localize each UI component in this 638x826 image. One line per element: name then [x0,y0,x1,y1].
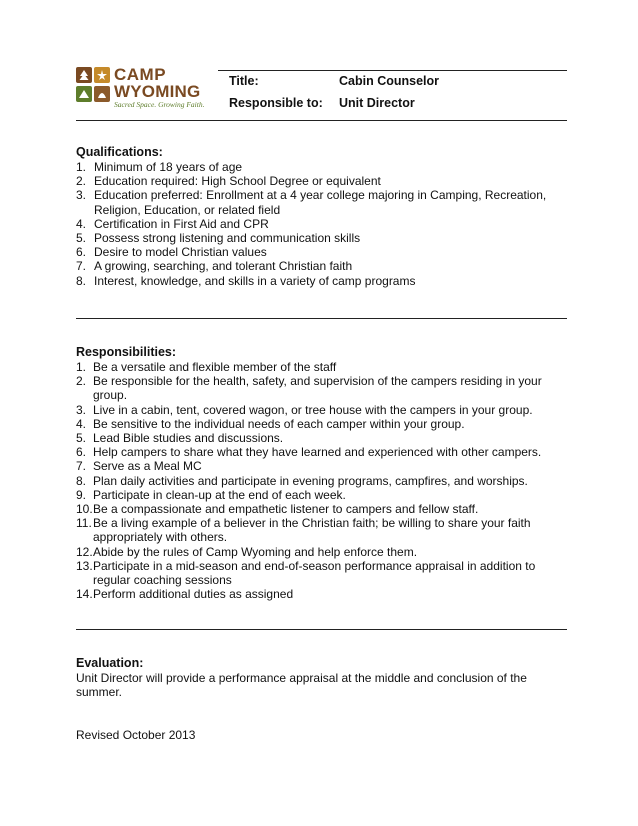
logo-camp-text: CAMP [114,65,167,84]
item-text: Participate in clean-up at the end of each week. [93,487,346,502]
item-text: A growing, searching, and tolerant Christian faith [94,259,353,274]
item-number: 8. [76,273,87,288]
responsible-label: Responsible to: [229,96,323,110]
list-item [76,488,567,502]
item-text: Perform additional duties as assigned [93,587,294,602]
evaluation-section [76,656,567,699]
item-text: Lead Bible studies and discussions. [93,431,284,446]
item-text: Certification in First Aid and CPR [94,216,269,231]
item-text: Be sensitive to the individual needs of each camper within your group. [93,416,465,431]
camp-wyoming-logo [76,66,221,112]
item-number: 2. [76,174,87,189]
item-number: 14. [76,587,93,602]
item-number: 9. [76,487,87,502]
list-item [76,217,567,231]
item-text: Be a versatile and flexible member of the staff [93,360,337,374]
list-item [76,174,567,188]
item-number: 11. [76,516,92,531]
item-number: 6. [76,445,87,460]
item-text: Plan daily activities and participate in evening programs, campfires, and worships. [93,473,528,488]
responsibilities-section [76,345,567,601]
item-text: Minimum of 18 years of age [94,160,243,174]
item-number: 4. [76,216,87,231]
item-text: Desire to model Christian values [94,245,267,260]
item-text: Help campers to share what they have learned and experienced with other campers. [93,445,542,460]
list-item [76,403,567,417]
qualifications-heading: Qualifications: [76,145,163,159]
qualifications-list [76,160,567,288]
title-label: Title: [229,74,259,88]
revised-date: Revised October 2013 [76,728,196,742]
list-item [76,587,567,601]
item-text: Be a compassionate and empathetic listener to campers and fellow staff. [93,502,479,517]
list-item [76,545,567,559]
item-number: 6. [76,245,87,260]
list-item [76,160,567,174]
logo-wyoming-text: WYOMING [114,82,201,101]
list-item [76,374,567,402]
list-item [76,502,567,516]
item-number: 8. [76,473,87,488]
item-number: 2. [76,374,87,389]
list-item [76,445,567,459]
list-item [76,231,567,245]
item-text: Abide by the rules of Camp Wyoming and help enforce them. [93,544,418,559]
item-number: 3. [76,188,87,203]
section-divider [76,629,567,630]
responsible-value: Unit Director [339,96,415,110]
item-number: 13. [76,558,93,573]
header-bottom-rule [76,120,567,121]
item-text: Be a living example of a believer in the Christian faith; be willing to share your faith appropriately with others. [93,516,531,545]
item-number: 5. [76,431,87,446]
list-item [76,516,567,544]
item-text: Serve as a Meal MC [93,459,202,474]
item-number: 7. [76,459,87,474]
qualifications-section [76,145,567,288]
responsibilities-heading: Responsibilities: [76,345,177,359]
item-text: Possess strong listening and communication skills [94,231,361,246]
item-number: 7. [76,259,87,274]
logo-tagline: Sacred Space. Growing Faith. [114,100,205,109]
responsibilities-list [76,360,567,601]
item-number: 5. [76,231,87,246]
list-item [76,188,567,216]
item-text: Interest, knowledge, and skills in a variety of camp programs [94,273,416,288]
item-number: 12. [76,544,93,559]
evaluation-text: Unit Director will provide a performance appraisal at the middle and conclusion of the summer. [76,671,527,700]
item-number: 3. [76,402,87,417]
section-divider [76,318,567,319]
list-item [76,474,567,488]
list-item [76,245,567,259]
list-item [76,459,567,473]
item-text: Participate in a mid-season and end-of-season performance appraisal in addition to regular coaching sessions [93,558,536,588]
header-top-rule [218,70,567,71]
list-item [76,274,567,288]
list-item [76,431,567,445]
list-item [76,360,567,374]
item-number: 4. [76,416,87,431]
item-text: Be responsible for the health, safety, and supervision of the campers residing in your group. [93,374,542,403]
title-value: Cabin Counselor [339,74,440,88]
item-text: Education required: High School Degree or equivalent [94,174,381,189]
item-number: 1. [76,160,87,174]
list-item [76,259,567,273]
item-number: 1. [76,360,87,374]
camp-icons-logo [76,66,112,110]
list-item [76,417,567,431]
list-item [76,559,567,587]
item-text: Live in a cabin, tent, covered wagon, or tree house with the campers in your group. [93,402,533,417]
evaluation-heading: Evaluation: [76,656,144,670]
item-number: 10. [76,502,93,517]
item-text: Education preferred: Enrollment at a 4 year college majoring in Camping, Recreation, Religion, Education, or related field [94,188,547,217]
logo-wordmark [114,66,204,109]
